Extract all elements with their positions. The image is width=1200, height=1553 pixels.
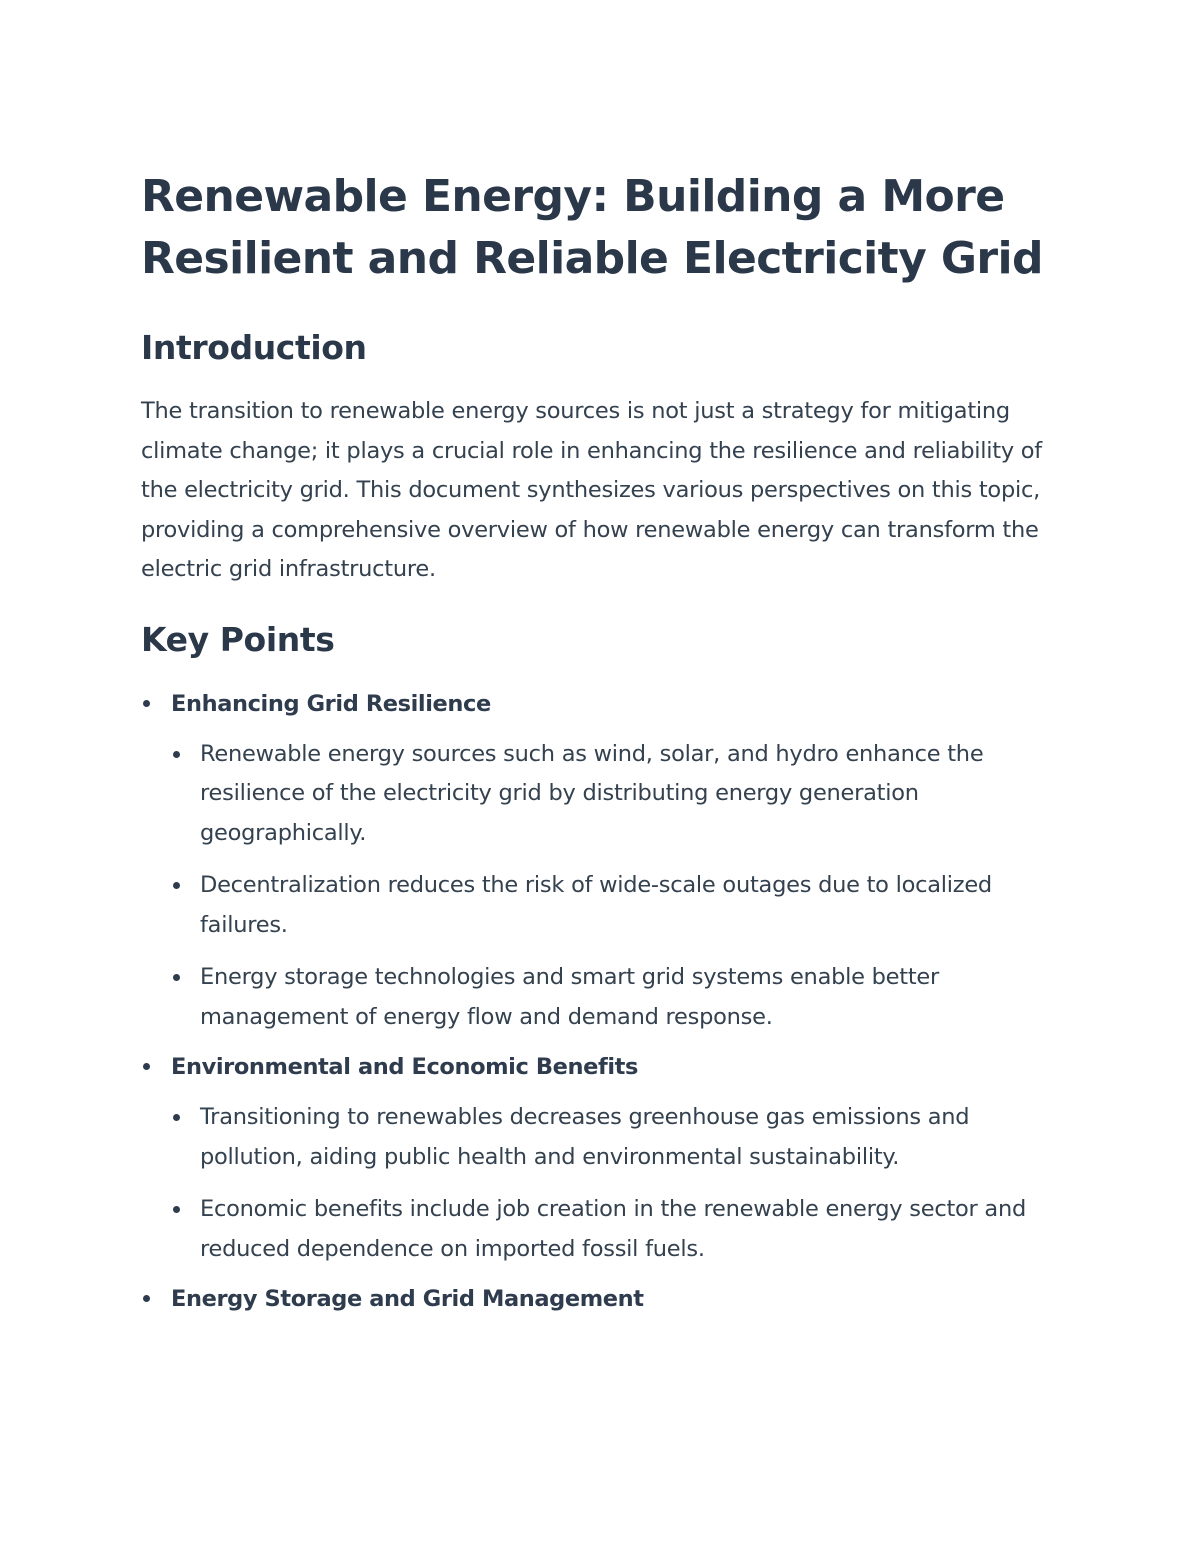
bullet-icon (173, 1206, 180, 1213)
sub-point-text: Decentralization reduces the risk of wide-scale outages due to localized failures. (200, 872, 992, 938)
introduction-heading: Introduction (141, 328, 367, 367)
bullet-icon (143, 1063, 150, 1070)
document-page (141, 166, 1071, 1317)
sub-point (171, 958, 1071, 1037)
introduction-paragraph: The transition to renewable energy sources is not just a strategy for mitigating climate change; it plays a crucial role in enhancing the resilience and reliability of the electricity grid. This document synthesizes various perspectives on this topic, providing a comprehensive overview of how renewable energy can transform the electric grid infrastructure. (141, 398, 1042, 582)
sub-point-text: Energy storage technologies and smart grid systems enable better management of energy flow and demand response. (200, 964, 939, 1030)
key-point-label: Energy Storage and Grid Management (171, 1286, 644, 1312)
bullet-icon (173, 974, 180, 981)
key-point-storage-management (141, 1281, 1071, 1317)
key-points-list (141, 686, 1071, 1318)
bullet-icon (173, 1114, 180, 1121)
key-points-heading: Key Points (141, 619, 335, 659)
document-title: Renewable Energy: Building a More Resilient and Reliable Electricity Grid (141, 171, 1043, 284)
key-point-label: Environmental and Economic Benefits (171, 1054, 638, 1080)
bullet-icon (143, 700, 150, 707)
bullet-icon (173, 751, 180, 758)
bullet-icon (143, 1295, 150, 1302)
key-point-environmental-economic (141, 1049, 1071, 1269)
sub-point-text: Renewable energy sources such as wind, solar, and hydro enhance the resilience of the electricity grid by distributing energy generation geographically. (200, 740, 984, 846)
sub-point (171, 735, 1071, 854)
sub-point (171, 1190, 1071, 1269)
sub-point-text: Transitioning to renewables decreases greenhouse gas emissions and pollution, aiding public health and environmental sustainability. (200, 1104, 970, 1170)
sub-point-text: Economic benefits include job creation in the renewable energy sector and reduced dependence on imported fossil fuels. (200, 1196, 1027, 1262)
key-point-grid-resilience (141, 686, 1071, 1038)
sub-point (171, 866, 1071, 945)
sub-point (171, 1098, 1071, 1177)
sub-points-list (171, 1098, 1071, 1269)
sub-points-list (171, 735, 1071, 1038)
key-point-label: Enhancing Grid Resilience (171, 690, 491, 717)
bullet-icon (173, 882, 180, 889)
